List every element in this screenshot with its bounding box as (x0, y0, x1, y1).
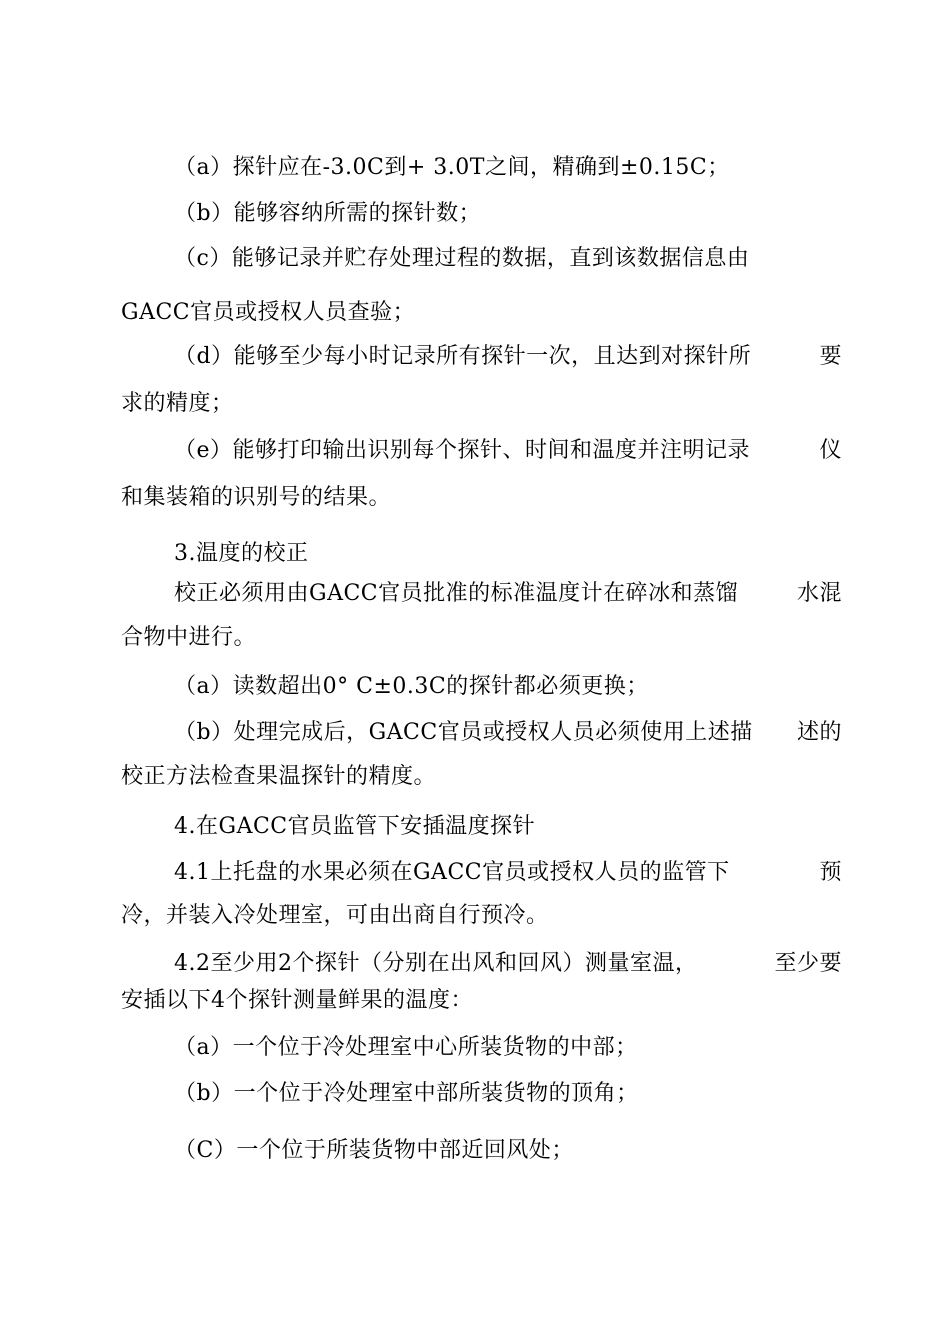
paragraph-line (174, 436, 842, 466)
paragraph-line (174, 342, 842, 372)
paragraph-line-text: 4.1上托盘的水果必须在GACC官员或授权人员的监管下 (174, 860, 730, 885)
paragraph-line-tail: 预 (819, 860, 842, 885)
paragraph-line-tail: 述的 (796, 720, 842, 745)
paragraph-line-text: 校正必须用由GACC官员批准的标准温度计在碎冰和蒸馏 (174, 581, 739, 606)
paragraph-line-text: （d）能够至少每小时记录所有探针一次，且达到对探针所 (174, 344, 752, 369)
paragraph-line: （a）读数超出0° C±0.3C的探针都必须更换； (174, 674, 649, 699)
paragraph-line (174, 858, 842, 888)
paragraph-line (174, 579, 842, 609)
paragraph-line-text: （b）处理完成后，GACC官员或授权人员必须使用上述描 (174, 720, 753, 745)
paragraph-line-tail: 要 (819, 344, 842, 369)
paragraph-line: （a）一个位于冷处理室中心所装货物的中部； (174, 1035, 638, 1060)
paragraph-line: 安插以下4个探针测量鲜果的温度： (121, 988, 473, 1013)
paragraph-line-tail: 水混 (796, 581, 842, 606)
paragraph-line: 和集装箱的识别号的结果。 (121, 485, 392, 510)
paragraph-line: （b）一个位于冷处理室中部所装货物的顶角； (174, 1081, 639, 1106)
paragraph-line: 合物中进行。 (121, 625, 257, 650)
paragraph-line-text: 4.2至少用2个探针（分别在出风和回风）测量室温， (174, 951, 698, 976)
paragraph-line: GACC官员或授权人员查验； (121, 300, 416, 325)
paragraph-line: （a）探针应在-3.0C到+ 3.0T之间，精确到±0.15C； (174, 155, 730, 180)
paragraph-line-tail: 至少要 (774, 951, 842, 976)
paragraph-line: 冷，并装入冷处理室，可由出商自行预冷。 (121, 903, 549, 928)
section-heading: 4.在GACC官员监管下安插温度探针 (174, 814, 536, 839)
paragraph-line: （c）能够记录并贮存处理过程的数据，直到该数据信息由 (174, 246, 750, 271)
paragraph-line: （C）一个位于所装货物中部近回风处； (174, 1138, 574, 1163)
paragraph-line: 校正方法检查果温探针的精度。 (121, 764, 437, 789)
paragraph-line-tail: 仪 (819, 438, 842, 463)
paragraph-line (174, 949, 842, 979)
paragraph-line: 求的精度； (121, 391, 234, 416)
paragraph-line (174, 718, 842, 748)
paragraph-line-text: （e）能够打印输出识别每个探针、时间和温度并注明记录 (174, 438, 751, 463)
section-heading: 3.温度的校正 (174, 541, 309, 566)
paragraph-line: （b）能够容纳所需的探针数； (174, 201, 482, 226)
